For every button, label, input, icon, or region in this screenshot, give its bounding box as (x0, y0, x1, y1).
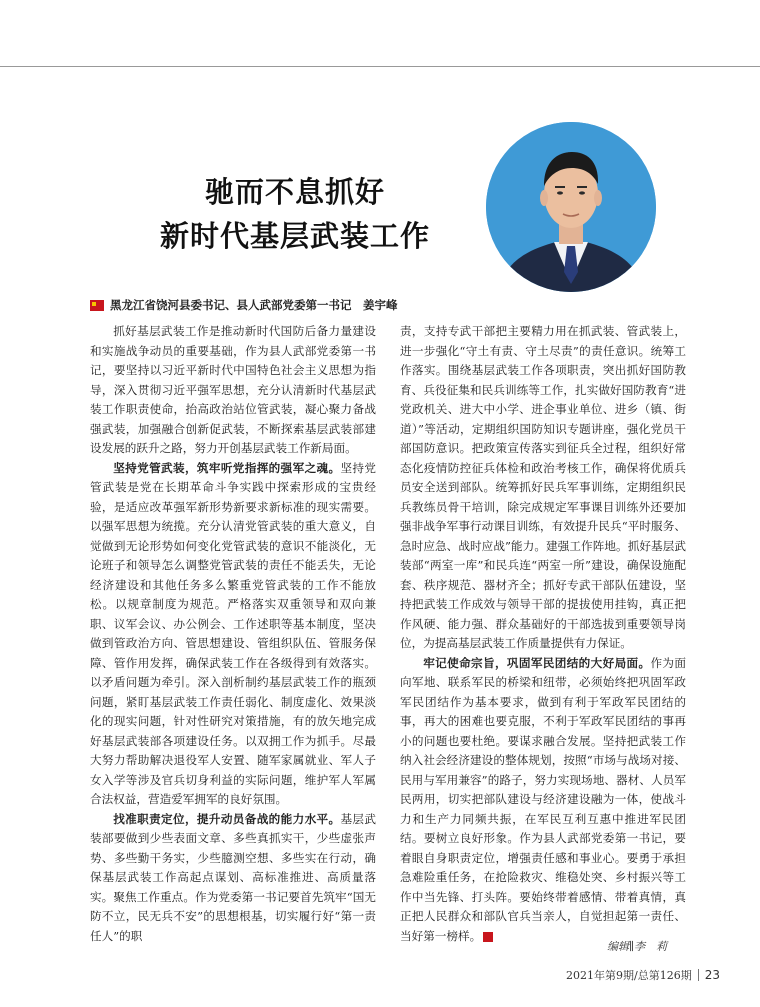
article-column-right (400, 322, 686, 946)
paragraph-text: 抓好基层武装工作是推动新时代国防后备力量建设和实施战争动员的重要基础，作为县人武部党委第一书记，要坚持以习近平新时代中国特色社会主义思想为指导，深入贯彻习近平强军思想，充分认清新时代基层武装工作职责使命，抬高政治站位管武装，凝心聚力备战强武装，加强融合创新促武装，不断探索基层武装部建设发展的跃升之路，努力开创基层武装工作新局面。 (90, 324, 376, 455)
footer-divider (698, 969, 699, 981)
author-byline (90, 297, 398, 313)
top-rule (0, 66, 760, 67)
paragraph (90, 459, 376, 810)
paragraph (400, 322, 686, 654)
article-column-left (90, 322, 376, 946)
paragraph-lead: 找准职责定位，提升动员备战的能力水平。 (113, 811, 341, 826)
title-line-2: 新时代基层武装工作 (159, 219, 430, 253)
issue-info: 2021年第9期/总第126期 (566, 969, 692, 982)
title-line-1: 驰而不息抓好 (204, 175, 385, 209)
article-title (150, 170, 440, 258)
author-portrait (486, 122, 656, 292)
flag-icon (90, 300, 104, 311)
portrait-illustration (486, 122, 656, 292)
paragraph-text: 作为面向军地、联系军民的桥梁和纽带，必须始终把巩固军政军民团结作为基本要求，做到有利于军政军民团结的事，再大的困难也要克服，不利于军政军民团结的事再小的问题也要杜绝。要谋求融合发展。坚持把武装工作纳入社会经济建设的整体规划，按照“市场与战场对接、民用与军用兼容”的路子，努力实现场地、器材、人员军民两用，切实把部队建设与经济建设融为一体，使战斗力和生产力同频共振，在军民互利互惠中推进军民团结。要树立良好形象。作为县人武部党委第一书记，要着眼自身职责定位，增强责任感和事业心。要勇于承担急难险重任务，在抢险救灾、维稳处突、乡村振兴等工作中当先锋、打头阵。要始终带着感情、带着真情，真正把人民群众和部队官兵当亲人，自觉担起第一责任、当好第一榜样。 (400, 655, 686, 943)
paragraph-text: 坚持党管武装是党在长期革命斗争实践中探索形成的宝贵经验，是适应改革强军新形势新要求新标准的现实需要。以强军思想为统揽。充分认清党管武装的重大意义，自觉做到无论形势如何变化党管武装的意识不能淡化，无论班子和领导怎么调整党管武装的责任不能丢失，无论经济建设和其他任务多么繁重党管武装的工作不能放松。以规章制度为规范。严格落实双重领导和双向兼职、议军会议、办公例会、工作述职等基本制度，坚决做到管政治方向、管思想建设、管组织队伍、管服务保障、管作用发挥，确保武装工作在各级得到有效落实。以矛盾问题为牵引。深入剖析制约基层武装工作的瓶颈问题，紧盯基层武装工作责任弱化、制度虚化、效果淡化的现实问题，针对性研究对策措施，有的放矢地完成好基层武装部各项建设任务。以双拥工作为抓手。尽最大努力帮助解决退役军人安置、随军家属就业、军人子女入学等涉及官兵切身利益的实际问题，维护军人军属合法权益，营造爱军拥军的良好氛围。 (90, 460, 376, 806)
page-footer (566, 967, 720, 983)
paragraph (400, 654, 686, 947)
paragraph (90, 322, 376, 459)
paragraph (90, 810, 376, 947)
paragraph-lead: 坚持党管武装，筑牢听党指挥的强军之魂。 (113, 460, 341, 475)
end-mark-icon: G (483, 932, 493, 942)
page-number: 23 (704, 968, 720, 982)
editor-credit: 编辑∥李 莉 (607, 940, 668, 953)
paragraph-lead: 牢记使命宗旨，巩固军民团结的大好局面。 (423, 655, 651, 670)
paragraph-text: 基层武装部要做到少些表面文章、多些真抓实干，少些虚张声势、多些勤干务实，少些臆测空想、多些实在行动，确保基层武装工作高起点谋划、高标准推进、高质量落实。聚焦工作重点。作为党委第一书记要首先筑牢“国无防不立，民无兵不安”的思想根基，切实履行好“第一责任人”的职 (90, 811, 376, 943)
byline-text: 黑龙江省饶河县委书记、县人武部党委第一书记 姜宇峰 (110, 298, 398, 312)
paragraph-text: 责，支持专武干部把主要精力用在抓武装、管武装上，进一步强化“守土有责、守土尽责”的责任意识。统筹工作落实。围绕基层武装工作各项职责，突出抓好国防教育、兵役征集和民兵训练等工作，扎实做好国防教育“进党政机关、进大中小学、进企事业单位、进乡（镇、街道）”等活动，定期组织国防知识专题讲座，强化党员干部国防意识。把政策宣传落实到征兵全过程，组织好常态化疫情防控征兵体检和政治考核工作，确保将优质兵员安全送到部队。统筹抓好民兵军事训练，定期组织民兵教练员骨干培训，除完成规定军事课目训练外还要加强非战争军事行动课目训练，有效提升民兵“平时服务、急时应急、战时应战”能力。建强工作阵地。抓好基层武装部“两室一库”和民兵连“两室一所”建设，确保设施配套、秩序规范、器材齐全；抓好专武干部队伍建设，坚持把武装工作成效与领导干部的提拔使用挂钩，真正把作风硬、能力强、群众基础好的干部选拔到重要领导岗位，为提高基层武装工作质量提供有力保证。 (400, 324, 686, 650)
